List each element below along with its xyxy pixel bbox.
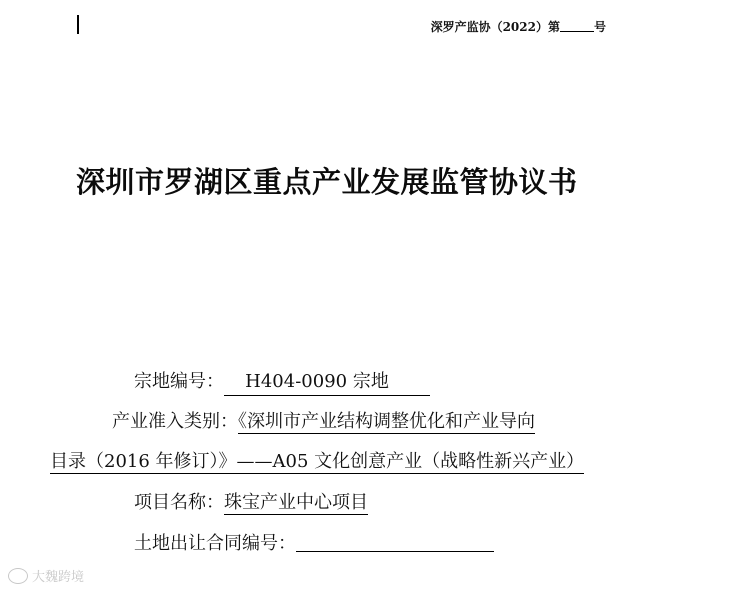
project-name-field — [134, 491, 368, 515]
watermark-text: 大魏跨境 — [32, 570, 85, 585]
watermark — [8, 566, 84, 585]
document-number-suffix: 号 — [593, 20, 606, 34]
industry-category-field — [112, 410, 535, 434]
document-number — [431, 18, 606, 35]
industry-category-field-cont — [50, 450, 584, 474]
text-cursor — [77, 15, 79, 34]
document-title: 深圳市罗湖区重点产业发展监管协议书 — [76, 165, 578, 199]
project-name-value: 珠宝产业中心项目 — [224, 492, 368, 513]
document-number-prefix: 深罗产监协（2022）第 — [430, 20, 560, 34]
contract-number-label: 土地出让合同编号： — [134, 533, 296, 554]
contract-number-field — [134, 532, 494, 556]
document-number-blank — [560, 20, 594, 32]
parcel-number-value: H404-0090 宗地 — [224, 370, 430, 396]
parcel-number-field — [134, 370, 430, 396]
parcel-number-label: 宗地编号： — [134, 371, 224, 392]
contract-number-blank — [296, 533, 494, 552]
industry-category-value-line2: 目录（2016 年修订）》——A05 文化创意产业（战略性新兴产业） — [50, 451, 585, 472]
project-name-label: 项目名称： — [134, 492, 224, 513]
industry-category-value-line1: 《深圳市产业结构调整优化和产业导向 — [238, 411, 535, 432]
industry-category-label: 产业准入类别： — [112, 411, 238, 432]
watermark-logo-icon — [8, 568, 28, 584]
